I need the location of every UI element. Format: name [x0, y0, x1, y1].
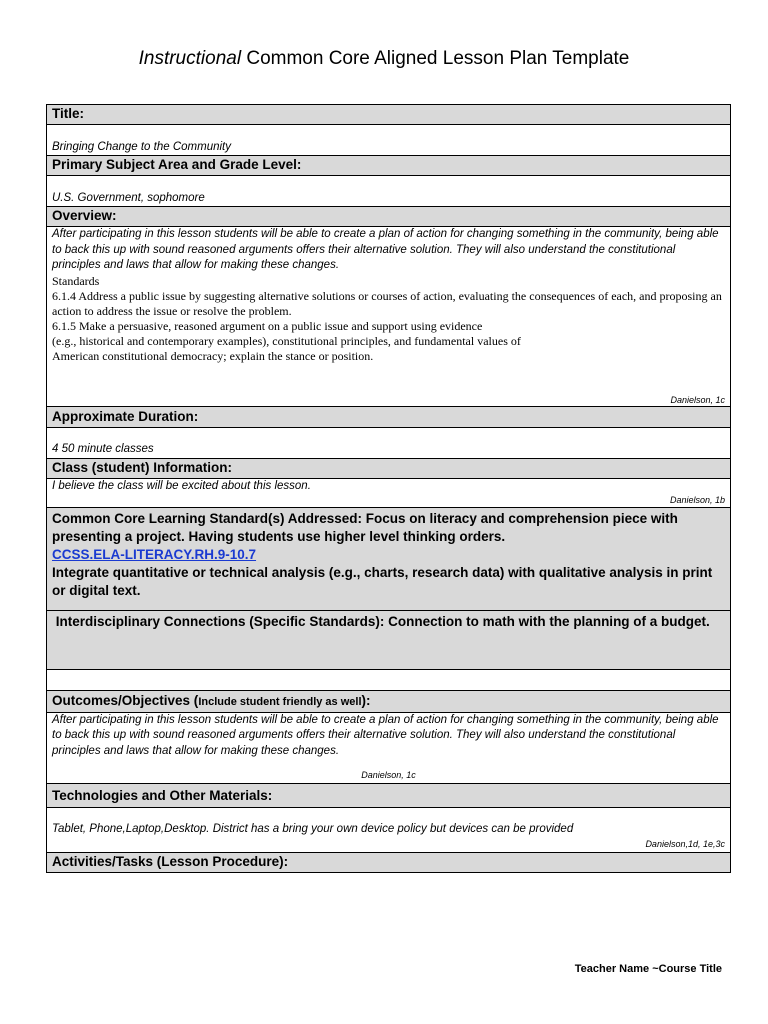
outcomes-cell [47, 712, 731, 783]
outcomes-ref: Danielson, 1c [361, 770, 416, 780]
outcomes-text: After participating in this lesson students will be able to create a plan of action for changing something in the community, being able to back this up with sound reasoned arguments offers their alternative solution. They will also understand the constitutional principles and laws that allow for making these changes. [52, 713, 719, 757]
overview-ref: Danielson, 1c [670, 394, 725, 405]
lesson-plan-table [46, 104, 731, 873]
subject-value: U.S. Government, sophomore [52, 191, 205, 204]
standard-6-1-5-line2: (e.g., historical and contemporary examples), constitutional principles, and fundamental values of [52, 333, 521, 348]
standards-line2: Integrate quantitative or technical analysis (e.g., charts, research data) with qualitative analysis in print or digital text. [52, 564, 713, 598]
duration-label: Approximate Duration: [47, 406, 731, 427]
technologies-ref: Danielson,1d, 1e,3c [645, 838, 725, 849]
subject-value-cell [47, 176, 731, 207]
interdisciplinary-cell [47, 610, 731, 669]
class-info-label: Class (student) Information: [47, 458, 731, 478]
overview-text: After participating in this lesson students will be able to create a plan of action for changing something in the community, being able to back this up with sound reasoned arguments offers their alternative solution. They will also understand the constitutional principles and laws that allow for making these changes. [52, 228, 719, 271]
outcomes-label-cell [47, 690, 731, 712]
standard-6-1-5-line3: American constitutional democracy; explain the stance or position. [52, 348, 374, 363]
class-info-cell [47, 478, 731, 507]
title-value-cell [47, 125, 731, 156]
footer-teacher-course: Teacher Name ~Course Title [574, 963, 722, 975]
document-title-rest: Common Core Aligned Lesson Plan Template [241, 48, 630, 69]
outcomes-label-end: ): [361, 692, 371, 708]
duration-value: 4 50 minute classes [52, 443, 154, 455]
overview-cell [47, 227, 731, 407]
standards-line1: Common Core Learning Standard(s) Addressed: Focus on literacy and comprehension piece with presenting a project. Having students use higher level thinking orders. [52, 510, 678, 544]
standard-ccss-link[interactable]: CCSS.ELA-LITERACY.RH.9-10.7 [52, 546, 257, 562]
interdisciplinary-text: Interdisciplinary Connections (Specific Standards): Connection to math with the planning of a budget. [52, 613, 710, 629]
standards-heading: Standards [52, 273, 100, 288]
technologies-bottom [52, 822, 725, 850]
technologies-cell [47, 807, 731, 852]
outcomes-label-note: Include student friendly as well [198, 695, 362, 708]
title-label: Title: [47, 105, 731, 125]
overview-label: Overview: [47, 207, 731, 227]
outcomes-label: Outcomes/Objectives ( [52, 692, 199, 708]
duration-value-cell [47, 427, 731, 458]
document-title-italic: Instructional [138, 48, 242, 69]
class-info-value: I believe the class will be excited about this lesson. [52, 479, 311, 492]
document-title [0, 48, 768, 70]
technologies-label: Technologies and Other Materials: [47, 783, 731, 807]
class-info-ref: Danielson, 1b [669, 495, 725, 505]
standard-6-1-4: 6.1.4 Address a public issue by suggesting alternative solutions or courses of action, evaluating the consequences of each, and proposing an action to address the issue or resolve the problem. [52, 288, 722, 318]
spacer-row [47, 669, 731, 690]
title-value: Bringing Change to the Community [52, 140, 231, 153]
subject-label: Primary Subject Area and Grade Level: [47, 156, 731, 176]
standards-cell [47, 507, 731, 610]
technologies-value: Tablet, Phone,Laptop,Desktop. District has a bring your own device policy but devices can be provided [52, 823, 574, 835]
standard-6-1-5-line1: 6.1.5 Make a persuasive, reasoned argument on a public issue and support using evidence [52, 318, 483, 333]
activities-label: Activities/Tasks (Lesson Procedure): [47, 852, 731, 872]
